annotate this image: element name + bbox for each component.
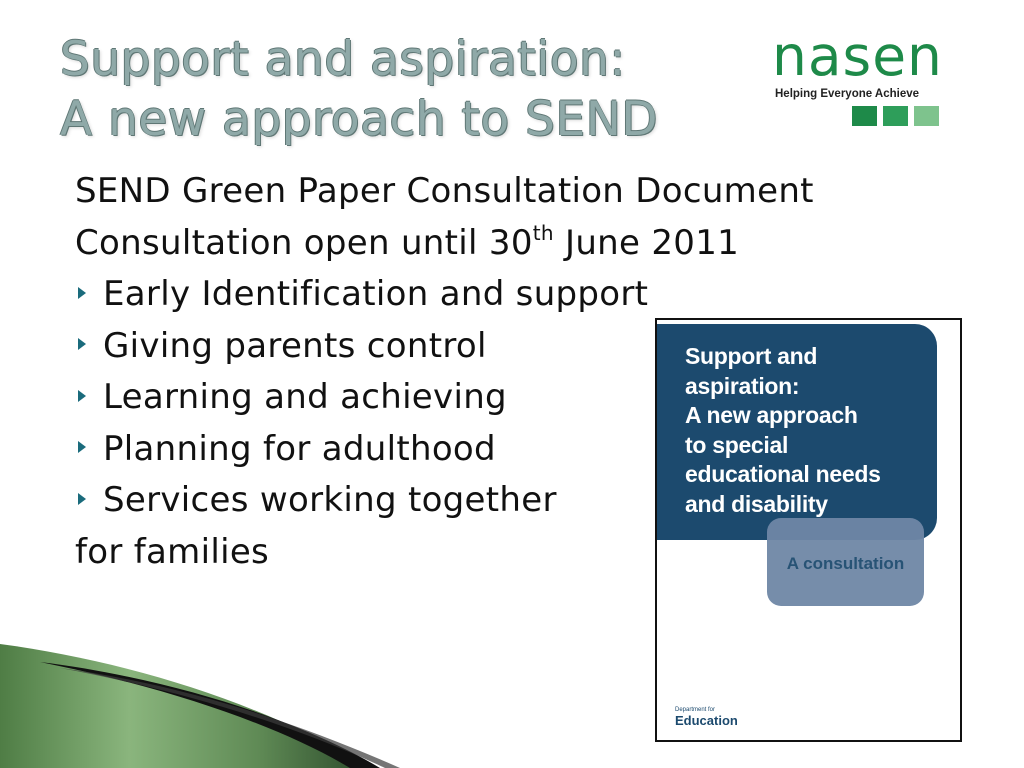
logo-wordmark: nasen [772, 24, 943, 88]
nasen-logo [770, 24, 955, 130]
logo-square-1 [852, 106, 877, 126]
dfe-logo [675, 706, 738, 728]
bullet-item [75, 269, 895, 321]
cover-title-line: to special [685, 431, 789, 458]
body-continuation: for families [75, 531, 270, 572]
bullet-arrow-icon [78, 338, 86, 350]
body-line-2-prefix: Consultation open until 30 [75, 222, 533, 263]
logo-tagline: Helping Everyone Achieve [775, 88, 920, 100]
body-line-2-sup: th [532, 220, 554, 245]
cover-title [685, 342, 945, 519]
swoosh-green [0, 644, 370, 768]
body-line-2-suffix: June 2011 [553, 222, 740, 263]
bullet-arrow-icon [78, 493, 86, 505]
dfe-logo-small: Department for [675, 707, 716, 713]
cover-title-line: Support and [685, 343, 818, 369]
cover-title-line: educational needs [685, 461, 881, 487]
logo-square-2 [883, 106, 908, 126]
slide-title-line-1: Support and aspiration: [60, 32, 626, 87]
cover-title-line: and disability [685, 490, 828, 517]
cover-title-line: aspiration: [685, 372, 800, 399]
cover-title-line: A new approach [685, 402, 858, 428]
bullet-text: Learning and achieving [103, 377, 507, 417]
cover-consultation-box [767, 518, 924, 606]
bullet-arrow-icon [78, 390, 86, 402]
slide-title [60, 30, 740, 150]
body-line-1: SEND Green Paper Consultation Document [75, 171, 814, 211]
logo-square-3 [914, 106, 939, 126]
body-line-2 [75, 218, 895, 270]
bullet-text: Giving parents control [103, 325, 487, 366]
slide-title-line-2: A new approach to SEND [60, 92, 659, 147]
bullet-text: Services working together [103, 480, 557, 520]
bullet-arrow-icon [78, 287, 86, 299]
decorative-swoosh [0, 630, 640, 768]
cover-consultation-label: A consultation [786, 554, 905, 573]
bullet-text: Early Identification and support [103, 274, 649, 314]
cover-title-panel [657, 324, 937, 540]
bullet-arrow-icon [78, 441, 86, 453]
document-cover-image [655, 318, 962, 742]
bullet-text: Planning for adulthood [103, 428, 496, 469]
dfe-logo-big: Education [675, 713, 738, 728]
